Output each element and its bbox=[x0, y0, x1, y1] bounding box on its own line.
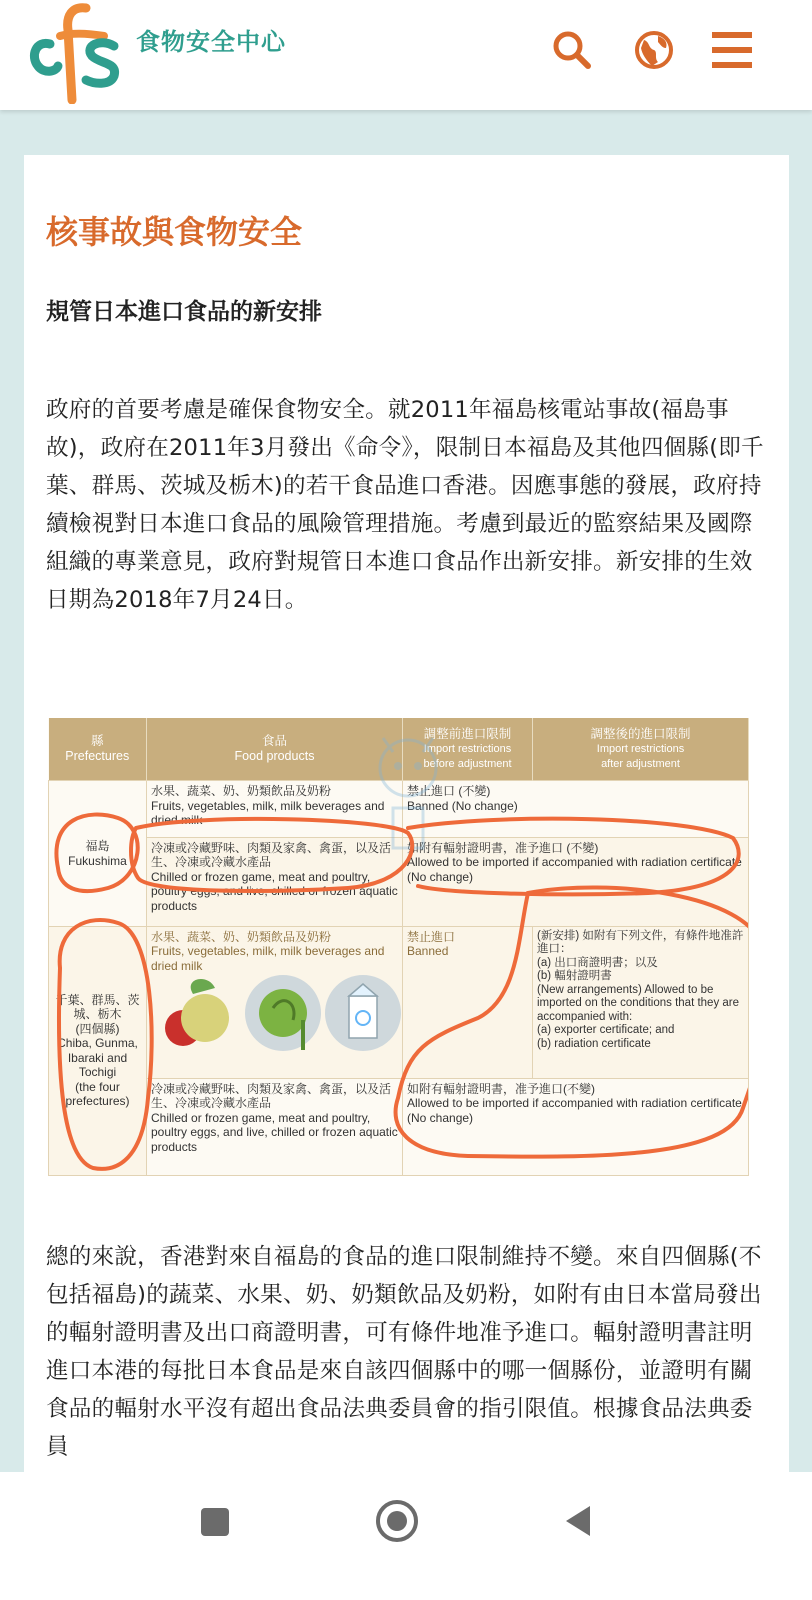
food-en: Fruits, vegetables, milk, milk beverages and dried milk bbox=[151, 944, 385, 973]
header-prefectures-en: Prefectures bbox=[65, 749, 130, 764]
restriction-zh: 如附有輻射證明書，准予進口 (不變) bbox=[407, 840, 599, 855]
restrictions-table-image bbox=[48, 718, 748, 1176]
food-zh: 水果、蔬菜、奶、奶類飲品及奶粉 bbox=[151, 929, 332, 944]
four-prefectures-zh: 千葉、群馬、茨城、栃木 bbox=[55, 992, 140, 1022]
restriction-en: Banned (No change) bbox=[407, 798, 518, 813]
system-nav-bar bbox=[0, 1472, 812, 1600]
cell-food bbox=[147, 837, 403, 926]
back-icon bbox=[560, 1502, 598, 1540]
header-before-en2: before adjustment bbox=[423, 757, 512, 770]
recent-apps-icon bbox=[198, 1505, 232, 1539]
header-prefectures bbox=[49, 718, 147, 781]
food-en: Chilled or frozen game, meat and poultry, poultry eggs, and live, chilled or frozen aquatic products bbox=[151, 869, 398, 913]
search-button[interactable] bbox=[548, 26, 596, 74]
four-prefectures-zh2: (四個縣) bbox=[75, 1021, 120, 1036]
search-icon bbox=[548, 26, 596, 74]
fruit-icon bbox=[165, 979, 229, 1046]
food-zh: 水果、蔬菜、奶、奶類飲品及奶粉 bbox=[151, 784, 332, 799]
header-prefectures-zh: 縣 bbox=[90, 734, 104, 749]
header-food-zh: 食品 bbox=[261, 734, 287, 749]
restriction-zh: 禁止進口 (不變) bbox=[407, 784, 491, 799]
after-en-a: (a) exporter certificate; and bbox=[537, 1024, 675, 1037]
recent-apps-button[interactable] bbox=[198, 1505, 232, 1539]
restriction-zh: 如附有輻射證明書，准予進口(不變) bbox=[407, 1081, 595, 1096]
food-zh: 冷凍或冷藏野味、肉類及家禽、禽蛋，以及活生、冷凍或冷藏水產品 bbox=[151, 1081, 392, 1111]
vegetable-icon bbox=[245, 975, 321, 1051]
page-title: 核事故與食物安全 bbox=[46, 213, 303, 251]
table-row bbox=[49, 781, 749, 838]
home-button[interactable] bbox=[373, 1497, 421, 1545]
header-before-en1: Import restrictions bbox=[423, 742, 512, 755]
four-prefectures-en2: (the four prefectures) bbox=[65, 1079, 130, 1109]
header-after-zh: 調整後的進口限制 bbox=[590, 726, 691, 741]
after-en: (New arrangements) Allowed to be imported on the conditions that they are accompanied with: bbox=[537, 983, 740, 1023]
restrictions-table bbox=[48, 718, 749, 1176]
cell-fukushima bbox=[49, 781, 147, 927]
before-en: Banned bbox=[407, 944, 449, 959]
globe-icon bbox=[630, 26, 678, 74]
fukushima-zh: 福島 bbox=[85, 839, 110, 854]
header-before bbox=[403, 718, 533, 781]
after-zh-a: (a) 出口商證明書；以及 bbox=[537, 956, 658, 969]
menu-button[interactable] bbox=[708, 26, 756, 74]
four-prefectures-en: Chiba, Gunma, Ibaraki and Tochigi bbox=[57, 1036, 138, 1080]
header-after-en2: after adjustment bbox=[601, 757, 680, 770]
content-card bbox=[24, 155, 789, 1505]
cell-after bbox=[533, 926, 749, 1078]
cell-restriction bbox=[403, 1078, 749, 1175]
after-zh: (新安排) 如附有下列文件，有條件地准許進口： bbox=[537, 929, 744, 956]
header-after-en1: Import restrictions bbox=[596, 742, 685, 755]
after-en-b: (b) radiation certificate bbox=[537, 1037, 651, 1050]
table-row bbox=[49, 1078, 749, 1175]
header-before-zh: 調整前進口限制 bbox=[423, 726, 512, 741]
back-button[interactable] bbox=[560, 1502, 598, 1540]
app-header bbox=[0, 0, 812, 110]
restriction-en: Allowed to be imported if accompanied with radiation certificate (No change) bbox=[407, 1096, 742, 1125]
cell-food bbox=[147, 781, 403, 838]
after-zh-b: (b) 輻射證明書 bbox=[537, 970, 612, 983]
section-title: 規管日本進口食品的新安排 bbox=[46, 299, 322, 325]
table-row bbox=[49, 837, 749, 926]
cell-restriction bbox=[403, 837, 749, 926]
milk-carton-icon bbox=[325, 975, 401, 1051]
paragraph-intro: 政府的首要考慮是確保食物安全。就2011年福島核電站事故(福島事故)，政府在2011年3月發出《命令》，限制日本福島及其他四個縣(即千葉、群馬、茨城及栃木)的若干食品進口香港。因應事態的發展，政府持續檢視對日本進口食品的風險管理措施。考慮到最近的監察結果及國際組織的專業意見，政府對規管日本進口食品作出新安排。新安排的生效日期為2018年7月24日。 bbox=[46, 397, 764, 613]
menu-icon bbox=[708, 26, 756, 74]
home-icon bbox=[373, 1497, 421, 1545]
header-food-en: Food products bbox=[234, 749, 315, 764]
brand-name: 食物安全中心 bbox=[136, 28, 286, 56]
paragraph-summary: 總的來說，香港對來自福島的食品的進口限制維持不變。來自四個縣(不包括福島)的蔬菜、水果、奶、奶類飲品及奶粉，如附有由日本當局發出的輻射證明書及出口商證明書，可有條件地准予進口。輻射證明書註明進口本港的每批日本食品是來自該四個縣中的哪一個縣份，並證明有關食品的輻射水平沒有超出食品法典委員會的指引限值。根據食品法典委員 bbox=[46, 1244, 762, 1460]
cfs-logo[interactable] bbox=[22, 0, 132, 104]
food-zh: 冷凍或冷藏野味、肉類及家禽、禽蛋，以及活生、冷凍或冷藏水產品 bbox=[151, 840, 392, 870]
food-en: Chilled or frozen game, meat and poultry, poultry eggs, and live, chilled or frozen aquatic products bbox=[151, 1110, 398, 1154]
cell-four-prefectures bbox=[49, 926, 147, 1175]
header-after bbox=[533, 718, 749, 781]
food-illustrations bbox=[153, 958, 403, 1058]
food-en: Fruits, vegetables, milk, milk beverages and dried milk bbox=[151, 798, 385, 828]
header-food bbox=[147, 718, 403, 781]
fukushima-en: Fukushima bbox=[68, 853, 127, 868]
language-button[interactable] bbox=[630, 26, 678, 74]
restriction-en: Allowed to be imported if accompanied with radiation certificate (No change) bbox=[407, 855, 742, 884]
cell-food bbox=[147, 1078, 403, 1175]
cell-before bbox=[403, 926, 533, 1078]
before-zh: 禁止進口 bbox=[407, 929, 456, 944]
cell-restriction bbox=[403, 781, 749, 838]
